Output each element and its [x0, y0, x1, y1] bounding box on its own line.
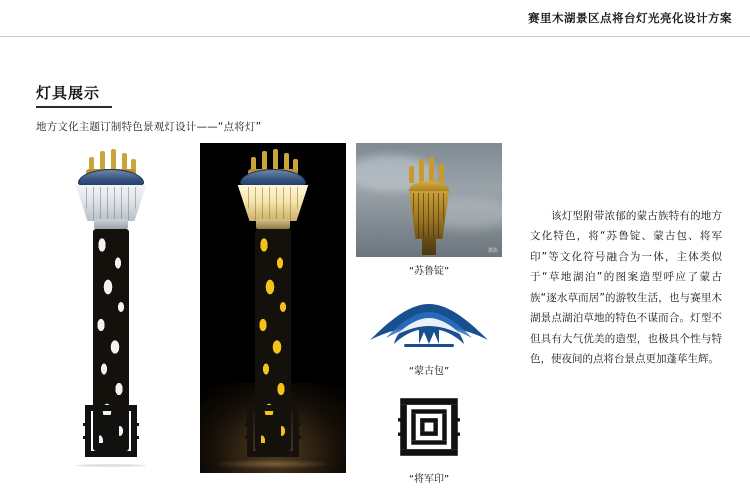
suluding-crown-icon: [246, 149, 300, 171]
page-title: 灯具展示: [36, 84, 101, 102]
suluding-prongs-icon: [406, 157, 452, 183]
lamp-ground-glow: [213, 459, 333, 469]
general-seal-base: [245, 403, 301, 459]
general-seal-icon: [398, 396, 460, 458]
suluding-photo: [356, 143, 502, 257]
mongolian-yurt-figure: [356, 300, 502, 358]
header-divider: [0, 36, 750, 37]
general-seal-figure: [356, 396, 502, 464]
lamp-ground-shadow: [76, 464, 146, 467]
lamp-neck: [256, 219, 290, 229]
lamp-neck: [94, 219, 128, 229]
header-title: 赛里木湖景区点将台灯光亮化设计方案: [528, 11, 732, 25]
caption-general-seal: “将军印”: [408, 474, 450, 485]
general-seal-icon: [245, 403, 301, 459]
lamp-render-white: [36, 143, 186, 473]
caption-mongolian-yurt: “蒙古包”: [408, 366, 450, 377]
photo-credit: 摄影: [487, 248, 498, 254]
caption-suluding: “苏鲁锭”: [408, 266, 450, 277]
general-seal-base: [83, 403, 139, 459]
suluding-crown-icon: [84, 149, 138, 171]
suluding-object: [394, 157, 464, 253]
page-subtitle: 地方文化主题订制特色景观灯设计——“点将灯”: [36, 121, 262, 133]
mongolian-yurt-icon: [364, 300, 494, 356]
lamp-figure-white: [63, 143, 159, 473]
lamp-render-night: [200, 143, 346, 473]
page-header: [0, 0, 750, 36]
general-seal-icon: [83, 403, 139, 459]
lamp-figure-night: [225, 143, 321, 473]
suluding-post: [422, 237, 436, 255]
title-underline: [36, 106, 112, 108]
body-paragraph: 该灯型附带浓郁的蒙古族特有的地方文化特色，将“苏鲁锭、蒙古包、将军印”等文化符号融合为一体，主体类似于“草地湖泊”的图案造型呼应了蒙古族“逐水草而居”的游牧生活，也与赛里木湖景点湖泊草地的特色不谋而合。灯型不但具有大气优美的造型，也极具个性与特色，使夜间的点将台景点更加蓬荜生辉。: [530, 210, 722, 366]
